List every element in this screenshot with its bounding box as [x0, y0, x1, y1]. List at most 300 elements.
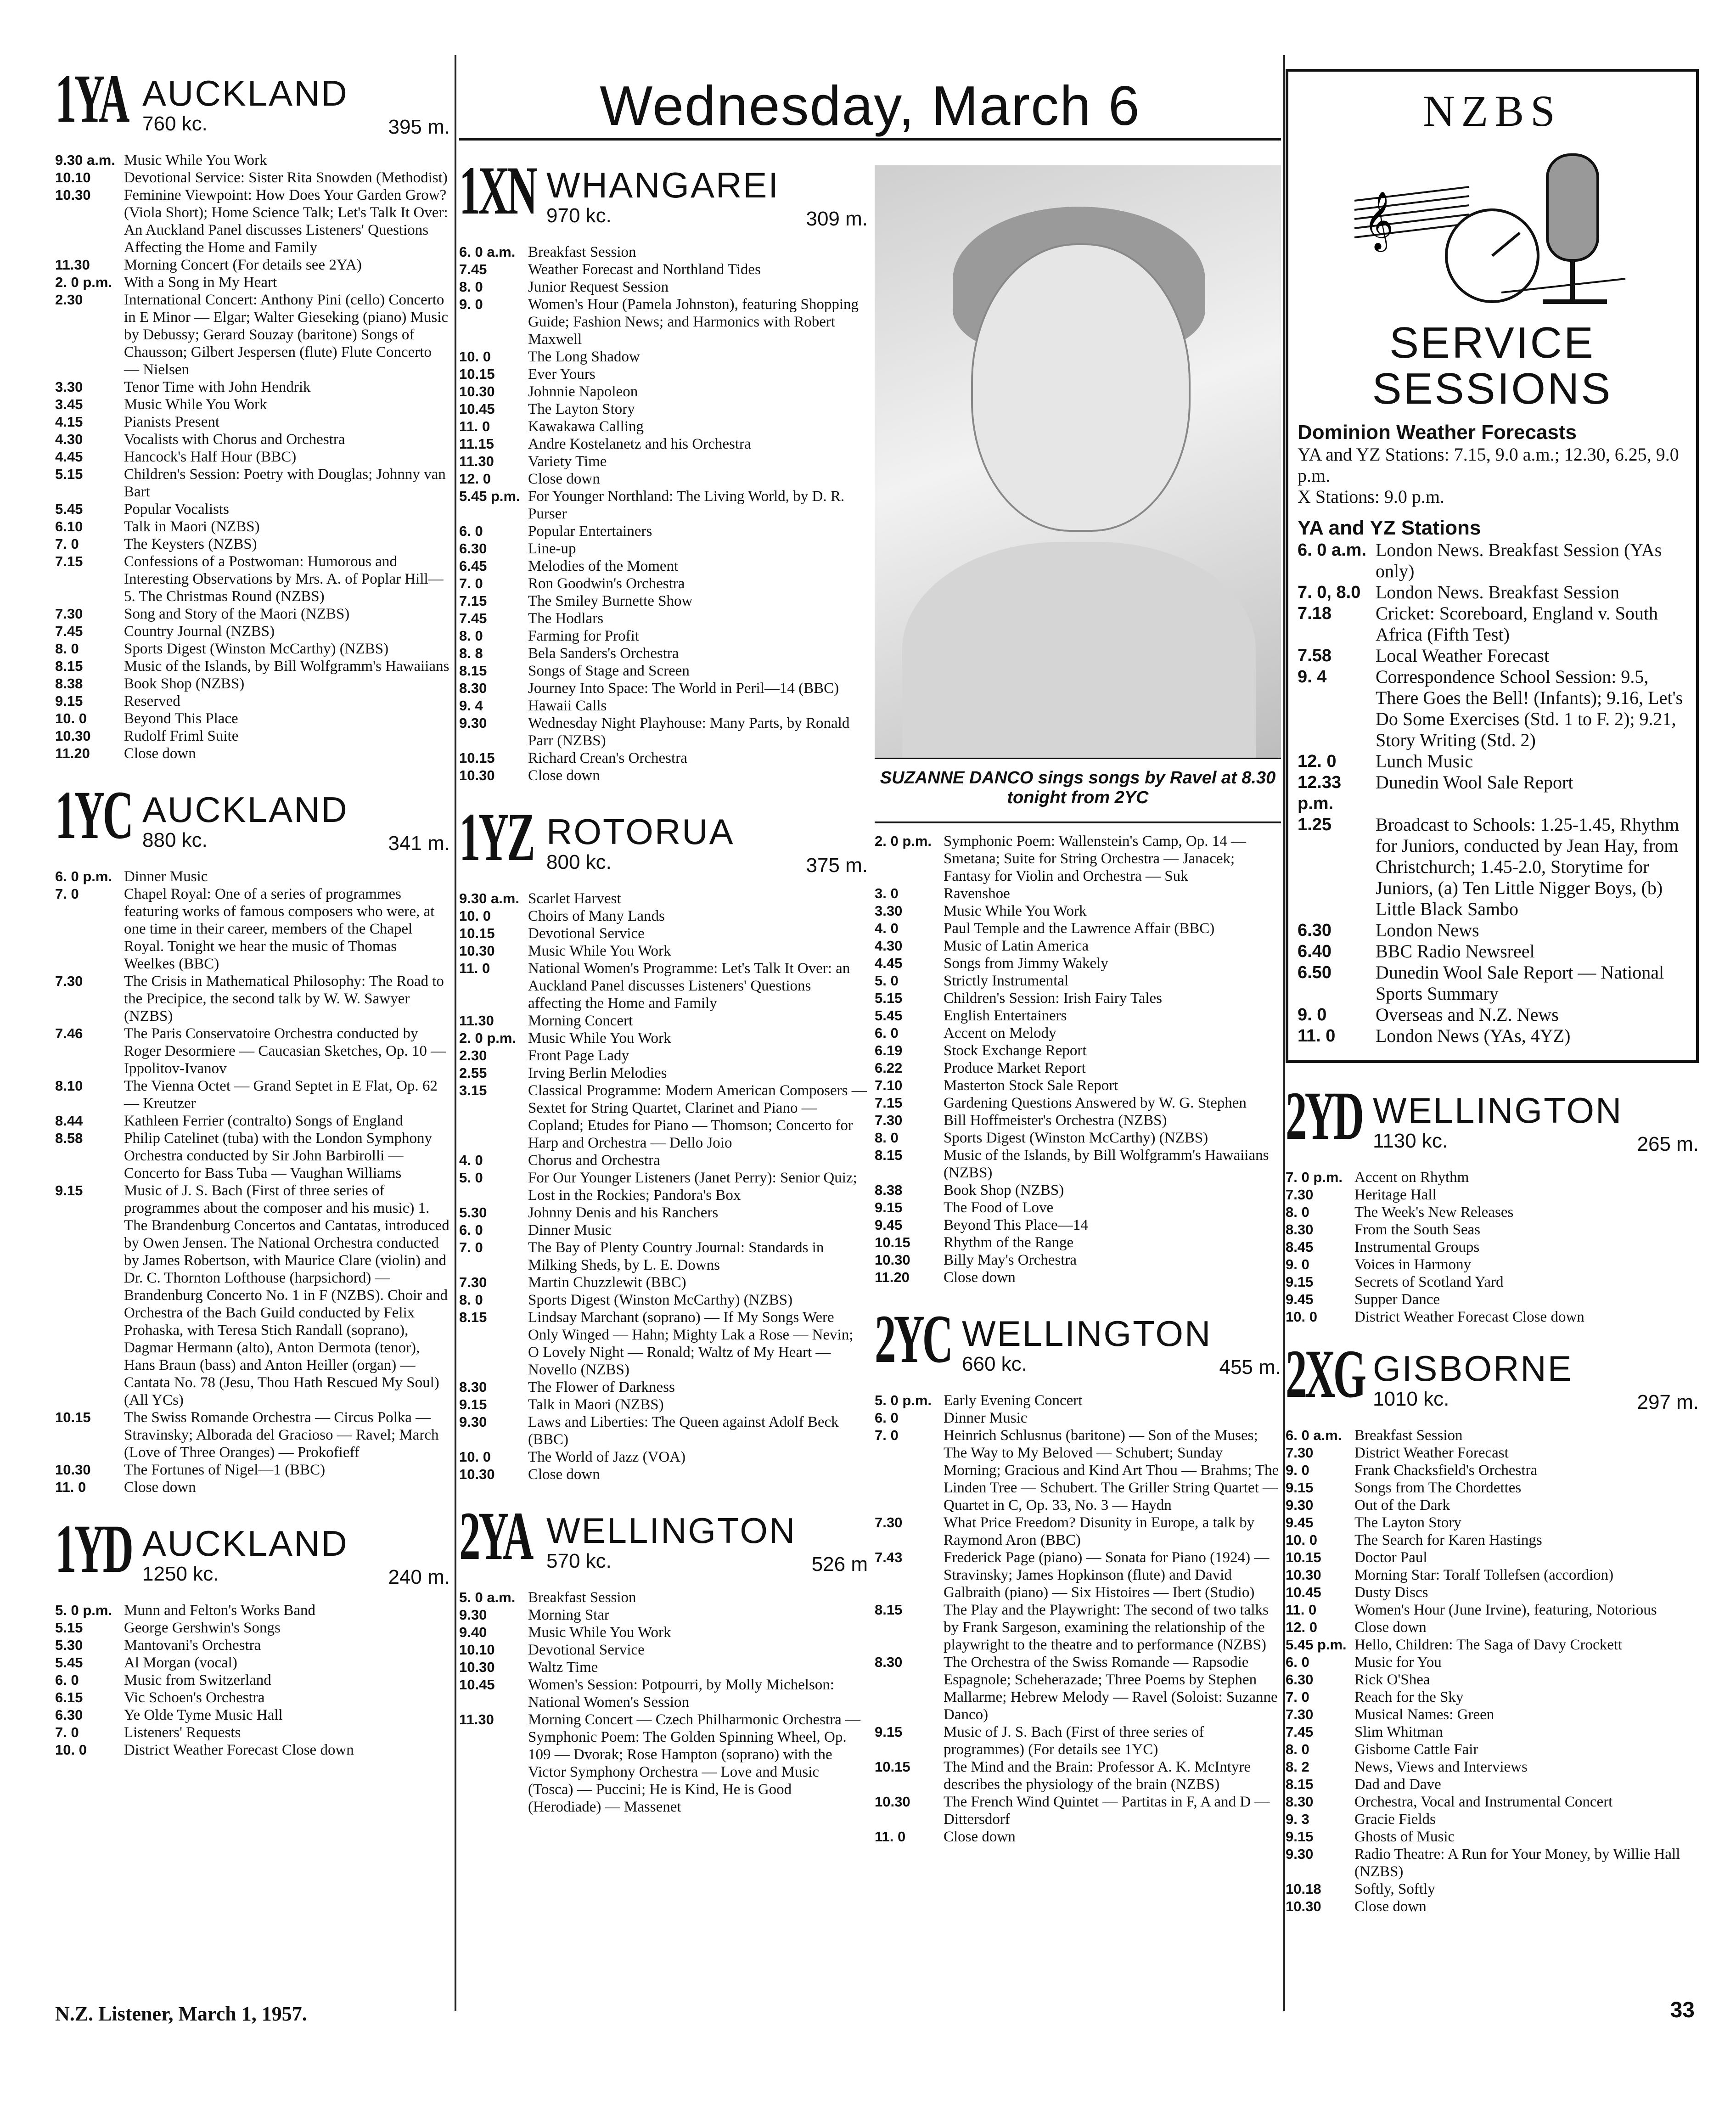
programme-row	[1286, 1619, 1699, 1636]
suzanne-danco-photo	[875, 165, 1281, 759]
programme-row	[1286, 1688, 1699, 1706]
programme-title: Morning Star	[528, 1607, 609, 1623]
programme-row	[459, 890, 868, 907]
programme-row	[1286, 1514, 1699, 1531]
programme-row	[1286, 1898, 1699, 1915]
station-frequency: 570 kc.	[546, 1550, 612, 1572]
programme-time: 3.30	[55, 379, 83, 395]
programme-title: Richard Crean's Orchestra	[528, 750, 687, 766]
programme-time: 6.30	[55, 1707, 83, 1723]
programme-row	[459, 383, 868, 400]
programme-time: 5.15	[55, 1620, 83, 1636]
programme-row	[459, 540, 868, 557]
service-time: 11. 0	[1298, 1026, 1336, 1046]
programme-title: For Younger Northland: The Living World, by D. R. Purser	[528, 488, 845, 522]
service-title: Dunedin Wool Sale Report — National Sports Summary	[1376, 962, 1664, 1004]
programme-row	[459, 767, 868, 784]
programme-row	[459, 523, 868, 540]
programme-title: What Price Freedom? Disunity in Europe, a talk by Raymond Aron (BBC)	[944, 1514, 1255, 1548]
programme-title: Popular Entertainers	[528, 523, 652, 540]
programme-title: Mantovani's Orchestra	[124, 1637, 261, 1654]
programme-title: Heinrich Schlusnus (baritone) — Son of the Muses; The Way to My Beloved — Schubert; Sunday Morning; Gracious and Kind Art Thou — Brahms; The Linden Tree — Schubert. The Griller String Quartet — Quartet in C, Op. 33, No. 3 — Haydn	[944, 1427, 1279, 1514]
photo-shoulders	[902, 542, 1256, 759]
programme-time: 9.15	[875, 1724, 903, 1740]
station-wavelength: 526 m	[811, 1553, 868, 1576]
programme-title: Morning Concert	[528, 1013, 633, 1029]
programme-list	[459, 243, 868, 784]
programme-row	[875, 937, 1281, 955]
programme-title: Front Page Lady	[528, 1047, 629, 1064]
programme-title: Wednesday Night Playhouse: Many Parts, by Ronald Parr (NZBS)	[528, 715, 850, 749]
programme-time: 11.30	[459, 1711, 494, 1727]
station-wavelength: 375 m.	[806, 854, 868, 877]
programme-row	[459, 243, 868, 261]
programme-row	[459, 418, 868, 435]
programme-title: Women's Hour (Pamela Johnston), featuring Shopping Guide; Fashion News; and Harmonics with Robert Maxwell	[528, 296, 859, 348]
programme-row	[459, 1659, 868, 1676]
station-wavelength: 240 m.	[388, 1566, 450, 1588]
programme-row	[1286, 1497, 1699, 1514]
programme-row	[55, 152, 450, 169]
programme-row	[459, 1641, 868, 1659]
programme-time: 8.15	[1286, 1776, 1314, 1792]
programme-title: Ravenshoe	[944, 885, 1010, 902]
programme-row	[459, 1379, 868, 1396]
programme-row	[55, 623, 450, 640]
programme-row	[459, 1030, 868, 1047]
programme-row	[459, 1466, 868, 1483]
programme-time: 7.30	[1286, 1187, 1314, 1203]
station-header	[55, 777, 450, 868]
programme-title: International Concert: Anthony Pini (cello) Concerto in E Minor — Elgar; Walter Gieseking (piano) Music by Debussy; Gerard Souzay (baritone) Songs of Chausson; Gilbert Jespersen (flute) Flute Concerto — Nielsen	[124, 292, 449, 378]
programme-time: 5. 0	[875, 973, 899, 989]
programme-row	[1286, 1654, 1699, 1671]
programme-row	[1286, 1549, 1699, 1566]
programme-time: 6. 0	[875, 1410, 899, 1426]
programme-row	[55, 1741, 450, 1759]
programme-title: The Vienna Octet — Grand Septet in E Flat, Op. 62 — Kreutzer	[124, 1078, 438, 1112]
programme-row	[55, 1689, 450, 1706]
programme-title: Music for You	[1354, 1654, 1442, 1671]
programme-time: 8.15	[875, 1602, 903, 1618]
programme-time: 4. 0	[459, 1152, 483, 1168]
programme-time: 7.15	[875, 1095, 903, 1111]
programme-row	[459, 470, 868, 488]
programme-time: 2.30	[459, 1047, 487, 1064]
programme-time: 8.38	[55, 675, 83, 692]
programme-time: 9. 3	[1286, 1811, 1309, 1827]
programme-time: 10.15	[459, 750, 495, 766]
programme-title: Kathleen Ferrier (contralto) Songs of England	[124, 1113, 403, 1129]
programme-title: The Long Shadow	[528, 349, 640, 365]
programme-title: George Gershwin's Songs	[124, 1620, 281, 1636]
programme-time: 7. 0	[875, 1427, 899, 1443]
programme-time: 10.30	[459, 1659, 495, 1675]
footer-publication: N.Z. Listener, March 1, 1957.	[55, 2003, 307, 2025]
column-2	[459, 152, 868, 1816]
programme-row	[875, 920, 1281, 937]
programme-row	[459, 942, 868, 960]
programme-time: 5. 0	[459, 1170, 483, 1186]
programme-title: Musical Names: Green	[1354, 1706, 1494, 1723]
service-row	[1298, 540, 1687, 582]
programme-row	[459, 1204, 868, 1221]
programme-time: 9.15	[1286, 1829, 1314, 1845]
programme-list	[875, 833, 1281, 1286]
programme-time: 3.30	[875, 903, 903, 919]
programme-time: 7.15	[459, 593, 487, 609]
programme-time: 5. 0 p.m.	[55, 1602, 112, 1618]
programme-title: The Search for Karen Hastings	[1354, 1532, 1542, 1548]
programme-time: 10.30	[875, 1794, 910, 1810]
programme-time: 5.30	[459, 1204, 487, 1221]
programme-time: 8. 0	[55, 641, 79, 657]
programme-title: Morning Star: Toralf Tollefsen (accordion)	[1354, 1567, 1614, 1583]
programme-title: Junior Request Session	[528, 279, 669, 295]
programme-row	[1286, 1741, 1699, 1758]
programme-row	[459, 1396, 868, 1413]
programme-title: Beyond This Place—14	[944, 1217, 1088, 1233]
programme-title: The Hodlars	[528, 610, 604, 627]
programme-time: 10.15	[875, 1759, 910, 1775]
programme-time: 5. 0 p.m.	[875, 1392, 932, 1408]
programme-title: Morning Concert — Czech Philharmonic Orchestra — Symphonic Poem: The Golden Spinning Wheel, Op. 109 — Dvorak; Rose Hampton (soprano) with the Victor Symphony Orchestra — Love and Music (Tosca) — Puccini; He is Kind, He is Good (Herodiade) — Massenet	[528, 1711, 860, 1815]
programme-row	[1286, 1636, 1699, 1654]
programme-row	[875, 1828, 1281, 1846]
service-title: London News. Breakfast Session (YAs only)	[1376, 540, 1662, 581]
programme-title: Instrumental Groups	[1354, 1239, 1480, 1255]
programme-time: 8. 0	[459, 628, 483, 644]
programme-row	[1286, 1256, 1699, 1273]
programme-title: Stock Exchange Report	[944, 1042, 1087, 1059]
programme-row	[55, 1706, 450, 1724]
programme-row	[55, 291, 450, 378]
programme-time: 9.15	[875, 1199, 903, 1215]
programme-time: 5.45	[55, 501, 83, 517]
programme-time: 6. 0	[459, 1222, 483, 1238]
station-city: WELLINGTON	[1373, 1090, 1623, 1131]
service-time: 12. 0	[1298, 752, 1337, 771]
programme-time: 7.45	[1286, 1724, 1314, 1740]
service-row	[1298, 772, 1687, 814]
programme-row	[55, 1112, 450, 1130]
station-header	[459, 152, 868, 243]
programme-row	[459, 1274, 868, 1291]
programme-time: 6.15	[55, 1689, 83, 1705]
programme-title: Variety Time	[528, 453, 607, 470]
programme-title: Chorus and Orchestra	[528, 1152, 660, 1169]
programme-row	[459, 610, 868, 627]
programme-row	[875, 885, 1281, 902]
service-time: 6. 0 a.m.	[1298, 540, 1366, 560]
programme-title: Strictly Instrumental	[944, 973, 1069, 989]
programme-row	[459, 925, 868, 942]
programme-row	[875, 1392, 1281, 1409]
programme-title: Produce Market Report	[944, 1060, 1086, 1076]
station-code: 1YZ	[459, 799, 533, 875]
station-wavelength: 455 m.	[1219, 1356, 1281, 1379]
programme-time: 8.30	[1286, 1794, 1314, 1810]
service-row	[1298, 751, 1687, 772]
programme-row	[875, 1042, 1281, 1059]
programme-time: 7.30	[55, 973, 83, 989]
programme-title: The Bay of Plenty Country Journal: Standards in Milking Sheds, by L. E. Downs	[528, 1239, 824, 1273]
photo-caption: SUZANNE DANCO sings songs by Ravel at 8.30 tonight from 2YC	[875, 759, 1281, 823]
station-code: 1YC	[55, 777, 131, 853]
column-3	[875, 152, 1281, 1846]
programme-title: Dinner Music	[124, 868, 208, 885]
programme-time: 10. 0	[459, 1449, 491, 1465]
programme-title: Reach for the Sky	[1354, 1689, 1464, 1705]
programme-title: District Weather Forecast Close down	[124, 1742, 354, 1758]
programme-title: National Women's Programme: Let's Talk It Over: an Auckland Panel discusses Listeners' Questions affecting the Home and Family	[528, 960, 850, 1012]
programme-row	[459, 1606, 868, 1624]
programme-row	[55, 885, 450, 973]
programme-time: 11. 0	[1286, 1602, 1317, 1618]
station-frequency: 1130 kc.	[1373, 1130, 1448, 1152]
programme-row	[459, 645, 868, 662]
programme-time: 9.30	[459, 1607, 487, 1623]
programme-title: Frank Chacksfield's Orchestra	[1354, 1462, 1538, 1479]
programme-time: 10.30	[55, 728, 91, 744]
programme-row	[459, 575, 868, 592]
programme-title: Feminine Viewpoint: How Does Your Garden Grow? (Viola Short); Home Science Talk; Let's Talk It Over: An Auckland Panel discusses Listeners' Questions Affecting the Home and Family	[124, 187, 448, 256]
programme-title: Children's Session: Irish Fairy Tales	[944, 990, 1163, 1007]
programme-row	[1286, 1444, 1699, 1462]
service-row	[1298, 666, 1687, 751]
programme-title: Rudolf Friml Suite	[124, 728, 239, 744]
programme-title: The Mind and the Brain: Professor A. K. McIntyre describes the physiology of the brain (NZBS)	[944, 1759, 1251, 1793]
programme-row	[459, 488, 868, 523]
programme-title: Talk in Maori (NZBS)	[124, 518, 260, 535]
programme-time: 4.30	[55, 431, 83, 447]
programme-time: 10. 0	[1286, 1309, 1317, 1325]
programme-row	[459, 1589, 868, 1606]
station-header	[55, 61, 450, 152]
programme-title: The Play and the Playwright: The second of two talks by Frank Sargeson, examining the relationship of the playwright to the theatre and to performance (NZBS)	[944, 1602, 1269, 1653]
programme-time: 5.45	[55, 1654, 83, 1671]
programme-time: 10.30	[459, 1466, 495, 1482]
programme-title: Ye Olde Tyme Music Hall	[124, 1707, 283, 1723]
service-row	[1298, 920, 1687, 941]
programme-row	[1286, 1169, 1699, 1186]
programme-time: 3.15	[459, 1082, 487, 1098]
programme-title: The Swiss Romande Orchestra — Circus Polka — Stravinsky; Alborada del Gracioso — Ravel; March (Love of Three Oranges) — Prokofieff	[124, 1409, 439, 1461]
programme-row	[459, 261, 868, 278]
programme-time: 7. 0	[459, 1239, 483, 1255]
programme-title: The Layton Story	[1354, 1514, 1461, 1531]
programme-row	[1286, 1671, 1699, 1688]
programme-title: Dinner Music	[528, 1222, 612, 1238]
programme-title: Women's Hour (June Irvine), featuring, Notorious	[1354, 1602, 1657, 1618]
programme-title: Hawaii Calls	[528, 698, 607, 714]
programme-title: The Crisis in Mathematical Philosophy: The Road to the Precipice, the second talk by W. W. Sawyer (NZBS)	[124, 973, 444, 1024]
programme-row	[875, 990, 1281, 1007]
programme-time: 10.15	[1286, 1549, 1321, 1565]
column-rule	[455, 55, 456, 2011]
programme-time: 8. 0	[459, 279, 483, 295]
programme-title: Morning Concert (For details see 2YA)	[124, 257, 362, 273]
programme-row	[459, 1448, 868, 1466]
programme-title: Book Shop (NZBS)	[944, 1182, 1064, 1199]
programme-row	[1286, 1479, 1699, 1497]
programme-row	[459, 278, 868, 296]
column-1	[55, 60, 450, 1759]
programme-title: With a Song in My Heart	[124, 274, 277, 291]
service-row	[1298, 941, 1687, 962]
station-city: WHANGAREI	[546, 165, 780, 205]
programme-row	[875, 1654, 1281, 1723]
station-code: 2YC	[875, 1301, 951, 1377]
programme-title: The French Wind Quintet — Partitas in F, A and D — Dittersdorf	[944, 1794, 1270, 1828]
programme-row	[459, 1291, 868, 1309]
service-time: 6.50	[1298, 963, 1331, 982]
programme-time: 11.15	[459, 436, 494, 452]
programme-row	[459, 1309, 868, 1379]
yayz-heading: YA and YZ Stations	[1298, 517, 1481, 539]
station-1ya	[55, 61, 450, 762]
programme-time: 10.15	[875, 1234, 910, 1250]
programme-title: Breakfast Session	[1354, 1427, 1463, 1444]
programme-time: 8. 0	[1286, 1204, 1309, 1220]
programme-time: 4. 0	[875, 920, 899, 936]
service-row	[1298, 962, 1687, 1004]
service-title: London News	[1376, 920, 1479, 940]
programme-title: Andre Kostelanetz and his Orchestra	[528, 436, 751, 452]
programme-title: Music of the Islands, by Bill Wolfgramm's Hawaiians	[124, 658, 449, 675]
programme-title: Close down	[528, 1466, 600, 1483]
programme-time: 10.45	[459, 1677, 495, 1693]
programme-row	[55, 169, 450, 186]
programme-title: Music While You Work	[528, 1030, 671, 1047]
programme-title: Rick O'Shea	[1354, 1671, 1430, 1688]
programme-time: 9. 0	[1286, 1462, 1309, 1478]
programme-time: 2. 0 p.m.	[459, 1030, 517, 1046]
programme-title: Popular Vocalists	[124, 501, 229, 518]
programme-row	[875, 972, 1281, 990]
programme-time: 11.20	[875, 1269, 910, 1285]
programme-title: Women's Session: Potpourri, by Molly Michelson: National Women's Session	[528, 1677, 834, 1711]
column-rule	[1283, 55, 1285, 2011]
programme-row	[459, 435, 868, 453]
programme-title: Ron Goodwin's Orchestra	[528, 575, 685, 592]
programme-title: Close down	[1354, 1619, 1427, 1636]
page-title: Wednesday, March 6	[600, 74, 1140, 137]
programme-title: Sports Digest (Winston McCarthy) (NZBS)	[124, 641, 389, 657]
service-title: Dunedin Wool Sale Report	[1376, 772, 1573, 793]
service-row	[1298, 603, 1687, 645]
service-time: 1.25	[1298, 815, 1331, 834]
programme-time: 10.45	[1286, 1584, 1321, 1600]
programme-time: 8.10	[55, 1078, 83, 1094]
programme-title: Close down	[124, 745, 196, 762]
programme-time: 5.45 p.m.	[459, 488, 520, 504]
programme-time: 2. 0 p.m.	[55, 274, 112, 290]
programme-title: Ever Yours	[528, 366, 596, 383]
programme-title: Accent on Melody	[944, 1025, 1056, 1041]
programme-row	[55, 448, 450, 466]
programme-time: 6. 0	[1286, 1654, 1309, 1670]
station-code: 2YA	[459, 1498, 532, 1574]
station-frequency: 660 kc.	[962, 1353, 1027, 1375]
programme-time: 4.45	[875, 955, 903, 971]
programme-title: The Week's New Releases	[1354, 1204, 1514, 1221]
programme-title: Music While You Work	[124, 396, 267, 413]
programme-title: Line-up	[528, 540, 576, 557]
programme-title: Songs from The Chordettes	[1354, 1480, 1522, 1496]
programme-title: Classical Programme: Modern American Composers — Sextet for String Quartet, Clarinet and Piano — Copland; Etudes for Piano — Thomson; Concerto for Harp and Orchestra — Dello Joio	[528, 1082, 867, 1151]
programme-row	[55, 535, 450, 553]
programme-title: Music of the Islands, by Bill Wolfgramm's Hawaiians (NZBS)	[944, 1147, 1269, 1181]
programme-time: 10. 0	[55, 710, 87, 726]
programme-title: Devotional Service: Sister Rita Snowden (Methodist)	[124, 169, 448, 186]
programme-list	[55, 152, 450, 762]
programme-row	[1286, 1566, 1699, 1584]
programme-title: Waltz Time	[528, 1659, 598, 1676]
service-time: 9. 4	[1298, 667, 1327, 686]
programme-time: 6.10	[55, 518, 83, 535]
programme-title: Country Journal (NZBS)	[124, 623, 275, 640]
programme-time: 9.40	[459, 1624, 487, 1640]
programme-title: Tenor Time with John Hendrik	[124, 379, 311, 395]
programme-list	[459, 890, 868, 1483]
programme-time: 10.10	[459, 1642, 495, 1658]
photo-face	[971, 243, 1191, 532]
programme-row	[459, 1082, 868, 1152]
page-number: 33	[1670, 1998, 1695, 2022]
programme-title: The Food of Love	[944, 1199, 1054, 1216]
programme-title: Bill Hoffmeister's Orchestra (NZBS)	[944, 1112, 1167, 1129]
programme-title: Music of J. S. Bach (First of three series of programmes) (For details see 1YC)	[944, 1724, 1204, 1758]
programme-title: The Fortunes of Nigel—1 (BBC)	[124, 1462, 326, 1478]
programme-title: Songs from Jimmy Wakely	[944, 955, 1108, 972]
programme-row	[875, 1094, 1281, 1112]
programme-row	[1286, 1186, 1699, 1204]
programme-title: Close down	[944, 1269, 1016, 1286]
programme-title: Listeners' Requests	[124, 1724, 241, 1741]
service-title: Lunch Music	[1376, 751, 1473, 771]
station-wavelength: 341 m.	[388, 832, 450, 855]
programme-row	[55, 256, 450, 274]
programme-title: Melodies of the Moment	[528, 558, 679, 574]
programme-time: 5.15	[55, 466, 83, 482]
programme-title: Accent on Rhythm	[1354, 1169, 1469, 1186]
programme-row	[875, 1514, 1281, 1549]
programme-list	[55, 1602, 450, 1759]
programme-time: 3. 0	[875, 885, 899, 901]
programme-time: 9.15	[1286, 1274, 1314, 1290]
programme-title: Choirs of Many Lands	[528, 908, 665, 924]
programme-row	[55, 710, 450, 727]
station-frequency: 1010 kc.	[1373, 1388, 1449, 1410]
programme-row	[1286, 1462, 1699, 1479]
programme-time: 9.30 a.m.	[55, 152, 115, 168]
programme-row	[55, 1025, 450, 1077]
programme-row	[459, 715, 868, 749]
programme-title: Symphonic Poem: Wallenstein's Camp, Op. 14 — Smetana; Suite for String Orchestra — Janacek; Fantasy for Violin and Orchestra — Suk	[944, 833, 1246, 884]
station-1xn	[459, 152, 868, 784]
programme-time: 9.30	[1286, 1846, 1314, 1862]
programme-time: 3.45	[55, 396, 83, 412]
programme-row	[459, 960, 868, 1012]
programme-time: 8. 0	[459, 1292, 483, 1308]
programme-row	[55, 1602, 450, 1619]
programme-title: Confessions of a Postwoman: Humorous and Interesting Observations by Mrs. A. of Poplar Hill—5. The Christmas Round (NZBS)	[124, 553, 444, 605]
programme-time: 10.45	[459, 401, 495, 417]
programme-row	[459, 1064, 868, 1082]
programme-row	[459, 296, 868, 348]
programme-title: Dad and Dave	[1354, 1776, 1441, 1793]
